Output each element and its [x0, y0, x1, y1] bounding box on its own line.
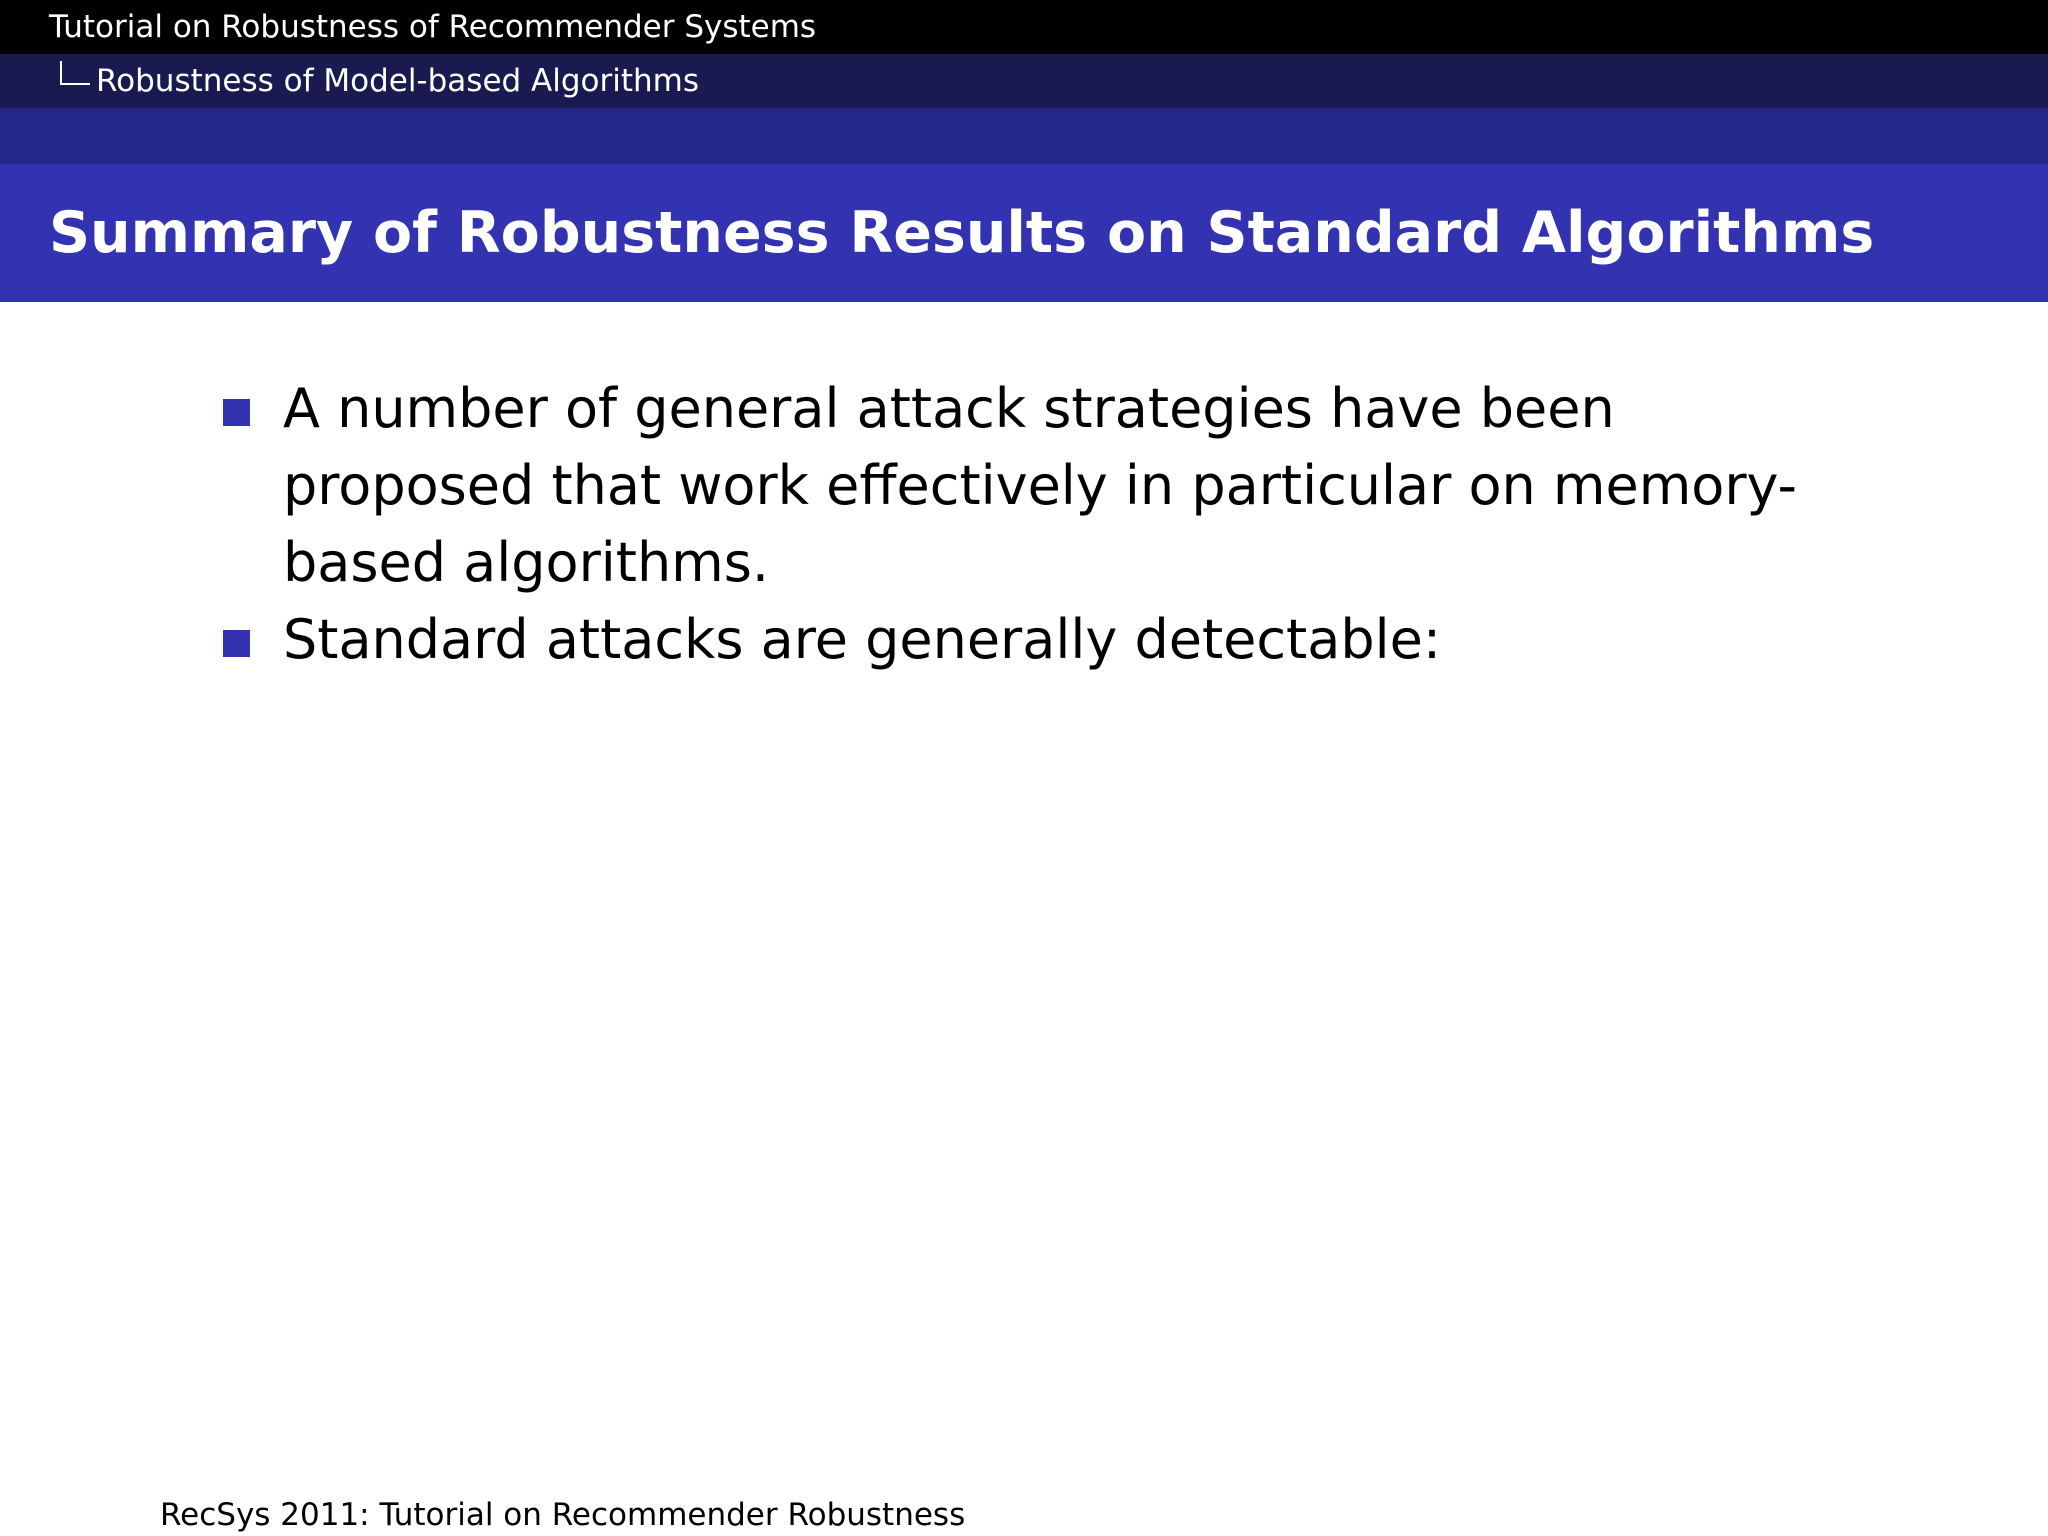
- bullet-item: [283, 370, 1843, 601]
- bullet-text: A number of general attack strategies have been proposed that work effectively in particular on memory-based algorithms.: [283, 377, 1798, 594]
- square-bullet-icon: [223, 630, 250, 657]
- header-presentation-title: [0, 0, 2048, 54]
- square-bullet-icon: [223, 399, 250, 426]
- footer-text: RecSys 2011: Tutorial on Recommender Robustness: [160, 1497, 966, 1533]
- section-title-text: Robustness of Model-based Algorithms: [96, 63, 700, 99]
- tree-branch-icon: [60, 61, 90, 85]
- slide-title: Summary of Robustness Results on Standard Algorithms: [49, 200, 1875, 266]
- bullet-item: [283, 601, 1843, 678]
- header-section-bar: [0, 54, 2048, 108]
- header-decorative-band: [0, 108, 2048, 164]
- bullet-text: Standard attacks are generally detectable:: [283, 608, 1442, 671]
- slide-footer: [160, 1494, 965, 1536]
- presentation-title-text: Tutorial on Robustness of Recommender Systems: [49, 9, 817, 45]
- slide-title-bar: [0, 164, 2048, 302]
